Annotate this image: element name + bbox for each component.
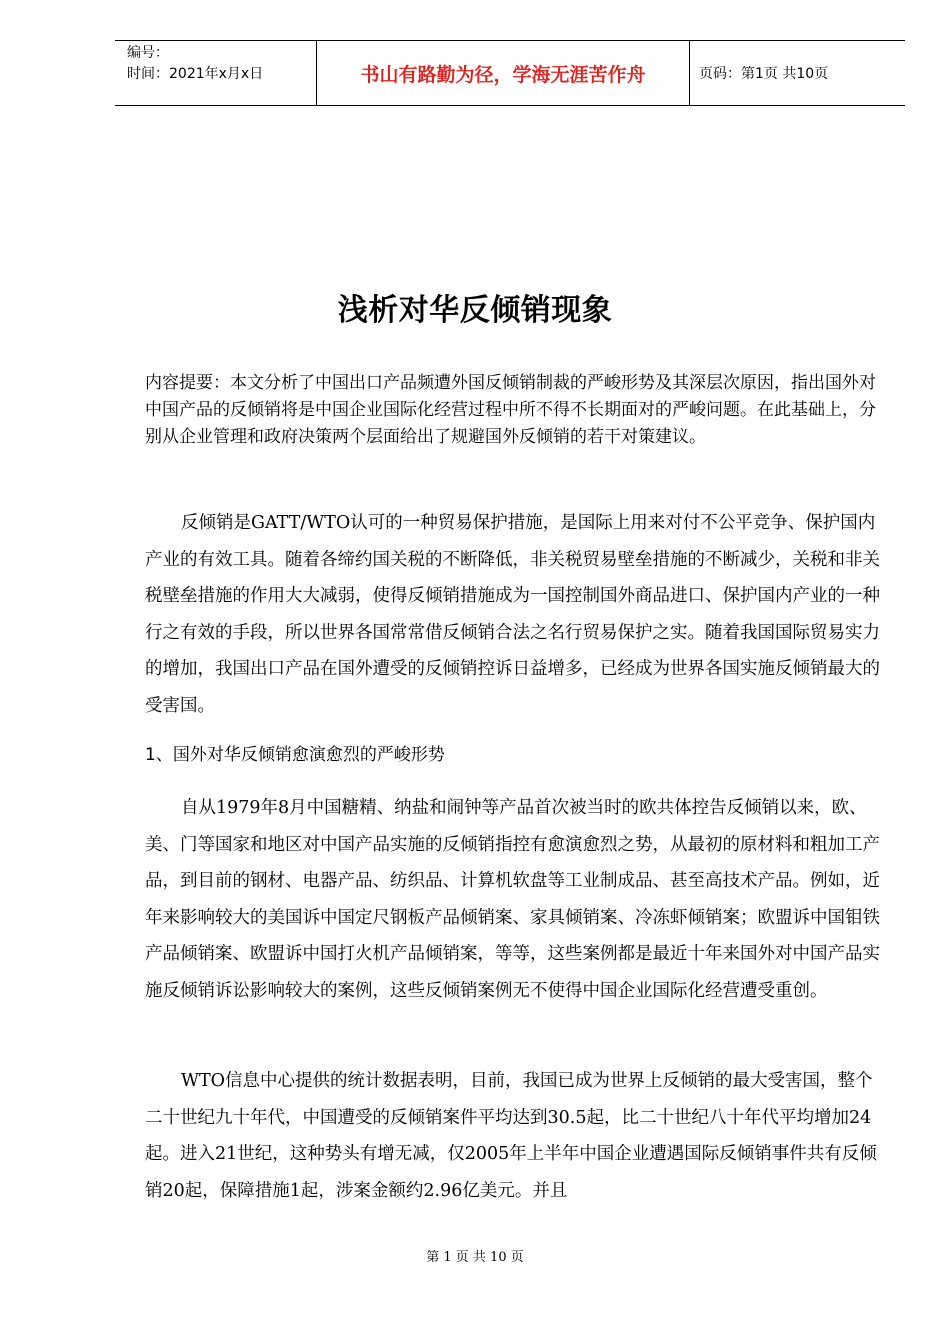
body-paragraph-2-text: 自从1979年8月中国糖精、纳盐和闹钟等产品首次被当时的欧共体控告反倾销以来，欧、美、门等国家和地区对中国产品实施的反倾销指控有愈演愈烈之势，从最初的原材料和粗加工产品，到目前的钢材、电器产品、纺织品、计算机软盘等工业制成品、甚至高技术产品。例如，近年来影响较大的美国诉中国定尺钢板产品倾销案、家具倾销案、冷冻虾倾销案；欧盟诉中国钼铁产品倾销案、欧盟诉中国打火机产品倾销案，等等，这些案例都是最近十年来国外对中国产品实施反倾销诉讼影响较大的案例，这些反倾销案例无不使得中国企业国际化经营遭受重创。	[145, 798, 880, 1001]
serial-number-label: 编号：	[127, 45, 169, 61]
body-paragraph-3	[145, 1063, 885, 1209]
document-header-table	[115, 40, 905, 106]
time-label: 时间：2021年x月x日	[127, 66, 264, 82]
header-motto: 书山有路勤为径，学海无涯苦作舟	[317, 41, 690, 105]
document-title: 浅析对华反倾销现象	[337, 293, 613, 328]
section-heading: 1、国外对华反倾销愈演愈烈的严峻形势	[145, 745, 445, 765]
header-page-info: 页码：第1页 共10页	[699, 66, 829, 82]
body-paragraph-2	[145, 790, 885, 1009]
body-paragraph-1	[145, 505, 885, 724]
header-meta-cell	[115, 41, 317, 105]
abstract-paragraph: 内容提要：本文分析了中国出口产品频遭外国反倾销制裁的严峻形势及其深层次原因，指出国外对中国产品的反倾销将是中国企业国际化经营过程中所不得不长期面对的严峻问题。在此基础上，分别从企业管理和政府决策两个层面给出了规避国外反倾销的若干对策建议。	[145, 373, 876, 447]
body-paragraph-1-text: 反倾销是GATT/WTO认可的一种贸易保护措施，是国际上用来对付不公平竞争、保护国内产业的有效工具。随着各缔约国关税的不断降低，非关税贸易壁垒措施的不断减少，关税和非关税壁垒措施的作用大大减弱，使得反倾销措施成为一国控制国外商品进口、保护国内产业的一种行之有效的手段，所以世界各国常常借反倾销合法之名行贸易保护之实。随着我国国际贸易实力的增加，我国出口产品在国外遭受的反倾销控诉日益增多，已经成为世界各国实施反倾销最大的受害国。	[145, 513, 880, 716]
body-paragraph-3-text: WTO信息中心提供的统计数据表明，目前，我国已成为世界上反倾销的最大受害国，整个二十世纪九十年代，中国遭受的反倾销案件平均达到30.5起，比二十世纪八十年代平均增加24起。进入21世纪，这种势头有增无减，仅2005年上半年中国企业遭遇国际反倾销事件共有反倾销20起，保障措施1起，涉案金额约2.96亿美元。并且	[145, 1071, 877, 1201]
page-footer: 第 1 页 共 10 页	[426, 1250, 524, 1265]
